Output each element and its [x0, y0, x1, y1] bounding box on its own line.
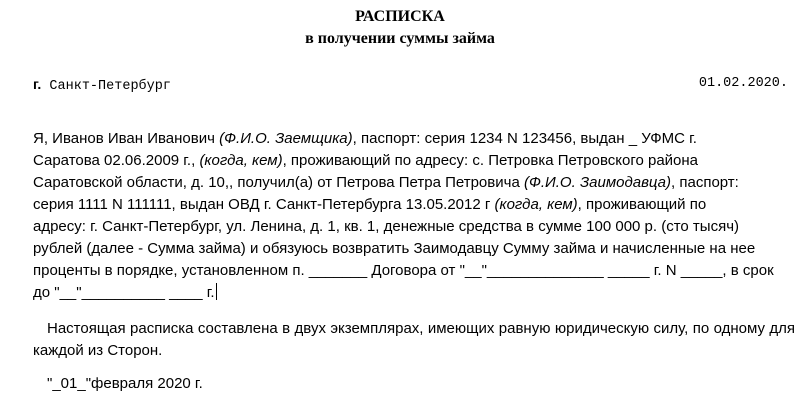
- body-line-6: рублей (далее - Сумма займа) и обязуюсь возвратить Заимодавцу Сумму займа и начисленные на нее: [33, 240, 756, 257]
- document-date: 01.02.2020.: [698, 76, 788, 91]
- document-subtitle: в получении суммы займа: [305, 30, 495, 47]
- body-line-1: Я, Иванов Иван Иванович (Ф.И.О. Заемщика), паспорт: серия 1234 N 123456, выдан _ УФМС г.: [33, 130, 697, 147]
- city-prefix: г.: [33, 76, 42, 92]
- receipt-body[interactable]: [33, 128, 793, 304]
- body-line-7: проценты в порядке, установленном п. _______ Договора от "__"______________ _____ г. N _____, в срок: [33, 262, 774, 279]
- city-line: [33, 76, 171, 94]
- closing-paragraph: Настоящая расписка составлена в двух экземплярах, имеющих равную юридическую силу, по одному для каждой из Сторон.: [33, 320, 795, 359]
- body-line-8: до "__"__________ ____ г.: [33, 284, 215, 301]
- body-line-5: адресу: г. Санкт-Петербург, ул. Ленина, д. 1, кв. 1, денежные средства в сумме 100 000 р. (сто тысяч): [33, 218, 740, 235]
- body-line-2: Саратова 02.06.2009 г., (когда, кем), проживающий по адресу: с. Петровка Петровского района: [33, 152, 699, 169]
- text-cursor: [216, 283, 217, 300]
- city-name: Санкт-Петербург: [41, 79, 171, 94]
- body-line-3: Саратовской области, д. 10,, получил(а) от Петрова Петра Петровича (Ф.И.О. Заимодавца), паспорт:: [33, 174, 739, 191]
- body-line-4: серия 1111 N 111111, выдан ОВД г. Санкт-Петербурга 13.05.2012 г (когда, кем), проживающий по: [33, 196, 707, 213]
- signature-date: "_01_"февраля 2020 г.: [47, 375, 203, 392]
- document-title: РАСПИСКА: [355, 8, 445, 25]
